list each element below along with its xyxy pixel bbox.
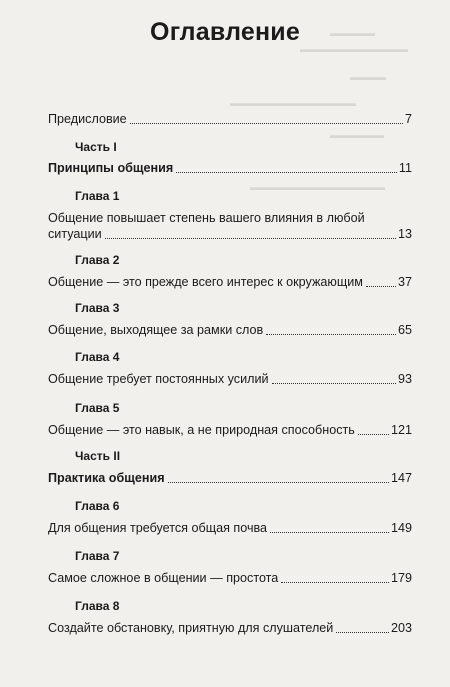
entry-text: Принципы общения [48,161,174,175]
leader-dots [130,123,403,124]
toc-entry-ch2[interactable] [48,275,412,290]
page-number: 147 [390,471,412,485]
chapter-label: Глава 7 [75,549,120,563]
toc-entry-ch5[interactable] [48,423,412,438]
chapter-label: Глава 2 [75,253,120,267]
chapter-label: Глава 4 [75,350,120,364]
show-through-text: ▬▬▬▬▬▬▬▬▬▬▬▬▬▬▬ [250,182,385,192]
page-number: 149 [390,521,412,535]
chapter-label: Глава 5 [75,401,120,415]
entry-text-line2: ситуации [48,227,102,241]
page-number: 179 [390,571,412,585]
entry-text: Самое сложное в общении — простота [48,571,279,585]
page-number: 65 [397,323,412,337]
leader-dots [168,482,389,483]
entry-text: Создайте обстановку, приятную для слушателей [48,621,334,635]
leader-dots [336,632,389,633]
entry-text: Общение требует постоянных усилий [48,372,269,386]
toc-entry-part2[interactable] [48,471,412,486]
part-label: Часть I [75,140,117,154]
chapter-label: Глава 1 [75,189,120,203]
leader-dots [272,383,396,384]
show-through-text: ▬▬▬▬▬▬▬▬▬▬▬▬ [300,44,408,54]
page-number: 11 [398,161,412,175]
entry-text: Общение, выходящее за рамки слов [48,323,264,337]
page-number: 13 [397,227,412,241]
chapter-label: Глава 8 [75,599,120,613]
entry-text: Предисловие [48,112,127,126]
entry-text: Практика общения [48,471,165,485]
chapter-label: Глава 6 [75,499,120,513]
page-number: 203 [390,621,412,635]
leader-dots [281,582,389,583]
toc-entry-ch6[interactable] [48,521,412,536]
leader-dots [366,286,396,287]
toc-entry-ch8[interactable] [48,621,412,636]
page-number: 93 [397,372,412,386]
toc-entry-preface[interactable] [48,112,412,127]
page-number: 121 [390,423,412,437]
toc-entry-ch4[interactable] [48,372,412,387]
entry-text-line1: Общение повышает степень вашего влияния в любой [48,211,365,225]
entry-text: Общение — это навык, а не природная способность [48,423,355,437]
entry-text: Для общения требуется общая почва [48,521,268,535]
show-through-text: ▬▬▬▬▬▬ [330,130,384,140]
toc-entry-ch1[interactable] [48,211,412,242]
page-number: 7 [404,112,412,126]
page-number: 37 [397,275,412,289]
page-title: Оглавление [150,18,300,46]
leader-dots [176,172,397,173]
entry-text: Общение — это прежде всего интерес к окружающим [48,275,363,289]
show-through-text: ▬▬▬▬▬▬▬▬▬▬▬▬▬▬ [230,98,356,108]
leader-dots [266,334,396,335]
leader-dots [105,238,396,239]
toc-entry-ch3[interactable] [48,323,412,338]
show-through-text: ▬▬▬▬▬ [330,28,375,38]
show-through-text: ▬▬▬▬ [350,72,386,82]
leader-dots [270,532,389,533]
chapter-label: Глава 3 [75,301,120,315]
toc-entry-ch7[interactable] [48,571,412,586]
leader-dots [358,434,389,435]
part-label: Часть II [75,449,121,463]
toc-entry-part1[interactable] [48,161,412,176]
